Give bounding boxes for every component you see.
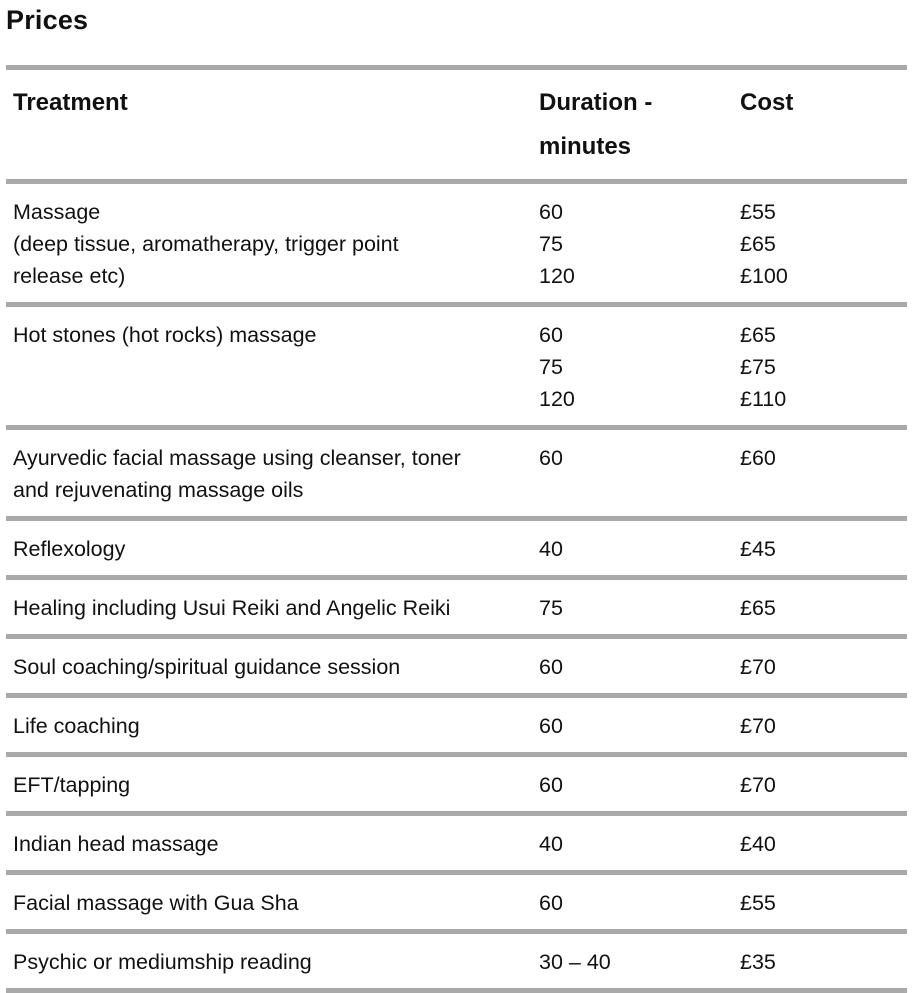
treatment-cell bbox=[6, 755, 532, 814]
treatment-line: Indian head massage bbox=[13, 832, 219, 856]
treatment-cell bbox=[6, 305, 532, 428]
treatment-cell bbox=[6, 873, 532, 932]
header-treatment bbox=[6, 68, 532, 182]
cost-value: £60 bbox=[740, 446, 776, 470]
cost-cell bbox=[733, 873, 907, 932]
treatment-cell bbox=[6, 428, 532, 519]
header-duration bbox=[532, 68, 733, 182]
duration-cell bbox=[532, 578, 733, 637]
header-duration-label-line1: Duration - bbox=[539, 89, 653, 116]
duration-value: 75 bbox=[539, 232, 563, 256]
treatment-line: release etc) bbox=[13, 264, 126, 288]
table-row bbox=[6, 932, 907, 991]
table-row bbox=[6, 519, 907, 578]
cost-cell bbox=[733, 519, 907, 578]
treatment-line: Massage bbox=[13, 200, 101, 224]
treatment-cell bbox=[6, 182, 532, 305]
treatment-cell bbox=[6, 519, 532, 578]
header-cost bbox=[733, 68, 907, 182]
cost-cell bbox=[733, 637, 907, 696]
table-row bbox=[6, 873, 907, 932]
table-row bbox=[6, 755, 907, 814]
table-row bbox=[6, 182, 907, 305]
cost-value: £75 bbox=[740, 355, 776, 379]
duration-cell bbox=[532, 637, 733, 696]
treatment-line: (deep tissue, aromatherapy, trigger point bbox=[13, 232, 399, 256]
cost-cell bbox=[733, 755, 907, 814]
treatment-line: Soul coaching/spiritual guidance session bbox=[13, 655, 401, 679]
table-row bbox=[6, 578, 907, 637]
cost-value: £100 bbox=[740, 264, 788, 288]
treatment-line: Ayurvedic facial massage using cleanser, toner bbox=[13, 446, 461, 470]
cost-value: £110 bbox=[740, 387, 787, 411]
table-row bbox=[6, 814, 907, 873]
duration-cell bbox=[532, 932, 733, 991]
cost-value: £70 bbox=[740, 773, 776, 797]
treatment-cell bbox=[6, 814, 532, 873]
treatment-line: Psychic or mediumship reading bbox=[13, 950, 312, 974]
table-row bbox=[6, 696, 907, 755]
header-duration-label-line2: minutes bbox=[539, 133, 632, 160]
cost-value: £70 bbox=[740, 714, 776, 738]
cost-cell bbox=[733, 305, 907, 428]
cost-cell bbox=[733, 814, 907, 873]
table-row bbox=[6, 428, 907, 519]
table-row bbox=[6, 637, 907, 696]
cost-value: £35 bbox=[740, 950, 776, 974]
duration-cell bbox=[532, 305, 733, 428]
duration-cell bbox=[532, 696, 733, 755]
duration-value: 40 bbox=[539, 537, 563, 561]
cost-cell bbox=[733, 696, 907, 755]
treatment-line: Healing including Usui Reiki and Angelic Reiki bbox=[13, 596, 451, 620]
price-table bbox=[6, 65, 907, 993]
duration-cell bbox=[532, 873, 733, 932]
cost-value: £70 bbox=[740, 655, 776, 679]
duration-cell bbox=[532, 428, 733, 519]
table-row bbox=[6, 305, 907, 428]
cost-value: £65 bbox=[740, 323, 776, 347]
duration-cell bbox=[532, 755, 733, 814]
cost-cell bbox=[733, 182, 907, 305]
cost-value: £65 bbox=[740, 596, 776, 620]
duration-value: 75 bbox=[539, 596, 563, 620]
duration-cell bbox=[532, 519, 733, 578]
cost-value: £65 bbox=[740, 232, 776, 256]
treatment-cell bbox=[6, 696, 532, 755]
treatment-line: Facial massage with Gua Sha bbox=[13, 891, 299, 915]
table-header-row bbox=[6, 68, 907, 182]
duration-value: 120 bbox=[539, 264, 575, 288]
cost-value: £55 bbox=[740, 200, 776, 224]
duration-value: 120 bbox=[539, 387, 575, 411]
treatment-cell bbox=[6, 578, 532, 637]
page-title: Prices bbox=[6, 5, 89, 35]
duration-value: 40 bbox=[539, 832, 563, 856]
duration-cell bbox=[532, 182, 733, 305]
treatment-cell bbox=[6, 932, 532, 991]
cost-value: £55 bbox=[740, 891, 776, 915]
duration-value: 60 bbox=[539, 200, 563, 224]
duration-value: 60 bbox=[539, 446, 563, 470]
cost-value: £40 bbox=[740, 832, 776, 856]
duration-cell bbox=[532, 814, 733, 873]
treatment-line: and rejuvenating massage oils bbox=[13, 478, 304, 502]
cost-cell bbox=[733, 428, 907, 519]
duration-value: 60 bbox=[539, 891, 563, 915]
duration-value: 60 bbox=[539, 323, 563, 347]
duration-value: 75 bbox=[539, 355, 563, 379]
price-table-body bbox=[6, 182, 907, 991]
treatment-line: Reflexology bbox=[13, 537, 126, 561]
duration-value: 60 bbox=[539, 773, 563, 797]
treatment-cell bbox=[6, 637, 532, 696]
duration-value: 60 bbox=[539, 714, 563, 738]
header-treatment-label: Treatment bbox=[13, 89, 128, 116]
treatment-line: Life coaching bbox=[13, 714, 140, 738]
duration-value: 60 bbox=[539, 655, 563, 679]
treatment-line: Hot stones (hot rocks) massage bbox=[13, 323, 317, 347]
header-cost-label: Cost bbox=[740, 89, 794, 116]
treatment-line: EFT/tapping bbox=[13, 773, 131, 797]
cost-value: £45 bbox=[740, 537, 776, 561]
cost-cell bbox=[733, 578, 907, 637]
cost-cell bbox=[733, 932, 907, 991]
duration-value: 30 – 40 bbox=[539, 950, 611, 974]
